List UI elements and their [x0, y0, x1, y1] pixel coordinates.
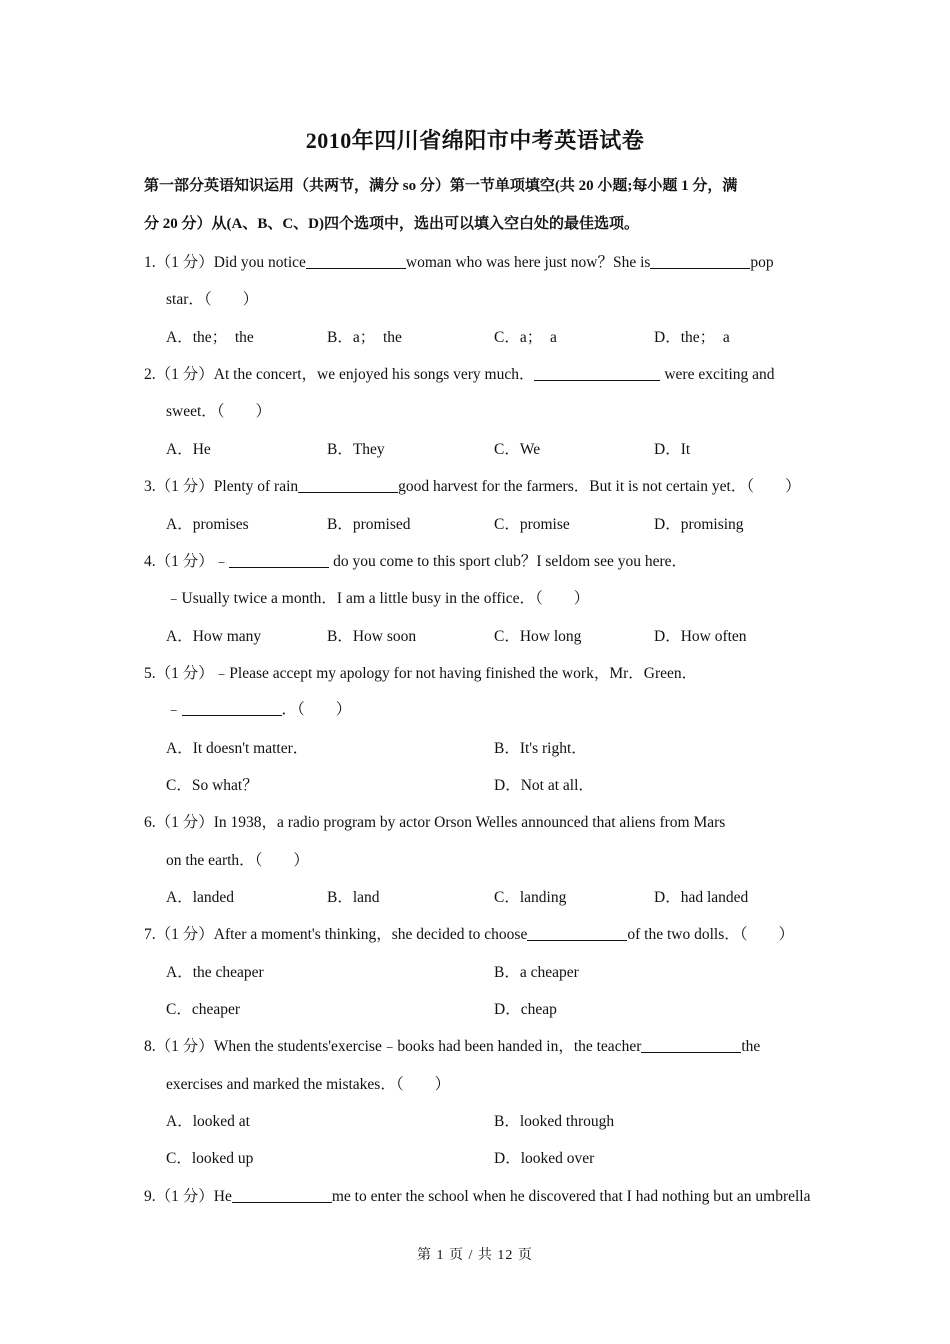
option-b: B．looked through: [494, 1113, 615, 1130]
question-number: 3.（1 分）: [144, 478, 214, 495]
answer-blank: [650, 254, 750, 269]
option-d: D．cheap: [494, 1001, 557, 1018]
option-d: D．had landed: [654, 889, 749, 906]
section-instruction-line-1: 第一部分英语知识运用（共两节，满分 so 分）第一节单项填空(共 20 小题;每小题 1 分，满: [144, 178, 738, 194]
option-a: A．the cheaper: [166, 964, 264, 981]
option-d: D．looked over: [494, 1150, 595, 1167]
option-d: D．How often: [654, 628, 747, 645]
question-number: 9.（1 分）: [144, 1188, 214, 1205]
answer-blank: [534, 366, 660, 381]
page-footer: 第 1 页 / 共 12 页: [417, 1248, 533, 1263]
page-title: 2010年四川省绵阳市中考英语试卷: [305, 128, 645, 153]
question-number: 2.（1 分）: [144, 366, 214, 383]
question-number: 5.（1 分）: [144, 665, 214, 682]
answer-blank: [298, 478, 398, 493]
option-b: B．a； the: [327, 329, 402, 346]
question-4: 4.（1 分）﹣ do you come to this sport club？I seldom see you here．: [144, 553, 688, 570]
option-c: C．promise: [494, 516, 570, 533]
option-b: B．land: [327, 889, 380, 906]
option-c: C．a； a: [494, 329, 557, 346]
option-b: B．a cheaper: [494, 964, 579, 981]
option-c: C．landing: [494, 889, 567, 906]
option-a: A．How many: [166, 628, 262, 645]
answer-blank: [641, 1038, 741, 1053]
option-a: A．landed: [166, 889, 235, 906]
answer-blank: [232, 1188, 332, 1203]
answer-blank: [527, 926, 627, 941]
answer-blank: [306, 254, 406, 269]
option-a: A．He: [166, 441, 211, 458]
option-d: D．the； a: [654, 329, 730, 346]
question-3: 3.（1 分）Plenty of rain good harvest for the farmers．But it is not certain yet．（ ）: [144, 478, 801, 495]
answer-blank: [182, 701, 282, 716]
option-d: D．It: [654, 441, 691, 458]
option-c: C．We: [494, 441, 541, 458]
option-c: C．cheaper: [166, 1001, 241, 1018]
section-instruction-line-2: 分 20 分）从(A、B、C、D)四个选项中，选出可以填入空白处的最佳选项。: [144, 216, 639, 232]
option-a: A．promises: [166, 516, 249, 533]
question-7: 7.（1 分）After a moment's thinking，she decided to choose of the two dolls．（ ）: [144, 926, 794, 943]
option-c: C．So what？: [166, 777, 258, 794]
question-number: 8.（1 分）: [144, 1038, 214, 1055]
question-8: 8.（1 分）When the students'exercise﹣books had been handed in，the teacher the: [144, 1038, 761, 1055]
question-number: 1.（1 分）: [144, 254, 214, 271]
question-5-continuation: ﹣ ．（ ）: [166, 701, 352, 718]
question-5: 5.（1 分）﹣Please accept my apology for not having finished the work，Mr．Green．: [144, 665, 698, 682]
option-b: B．It's right．: [494, 740, 587, 757]
question-number: 4.（1 分）: [144, 553, 214, 570]
option-b: B．promised: [327, 516, 411, 533]
question-1: 1.（1 分）Did you notice woman who was here just now？She is pop: [144, 254, 774, 271]
option-a: A．looked at: [166, 1113, 250, 1130]
question-1-continuation: star．（ ）: [166, 291, 259, 308]
option-d: D．Not at all．: [494, 777, 594, 794]
option-c: C．looked up: [166, 1150, 254, 1167]
option-b: B．They: [327, 441, 385, 458]
question-number: 6.（1 分）: [144, 814, 214, 831]
option-b: B．How soon: [327, 628, 417, 645]
question-2-continuation: sweet．（ ）: [166, 403, 272, 420]
option-a: A．the； the: [166, 329, 254, 346]
question-2: 2.（1 分）At the concert，we enjoyed his songs very much． were exciting and: [144, 366, 775, 383]
option-d: D．promising: [654, 516, 744, 533]
question-9: 9.（1 分）He me to enter the school when he discovered that I had nothing but an umbrella: [144, 1188, 811, 1205]
question-6-continuation: on the earth．（ ）: [166, 852, 309, 869]
question-number: 7.（1 分）: [144, 926, 214, 943]
question-6: 6.（1 分）In 1938，a radio program by actor Orson Welles announced that aliens from Mars: [144, 814, 726, 831]
question-4-continuation: ﹣Usually twice a month．I am a little busy in the office．（ ）: [166, 590, 590, 607]
question-8-continuation: exercises and marked the mistakes．（ ）: [166, 1076, 451, 1093]
option-a: A．It doesn't matter．: [166, 740, 309, 757]
option-c: C．How long: [494, 628, 582, 645]
answer-blank: [229, 553, 329, 568]
